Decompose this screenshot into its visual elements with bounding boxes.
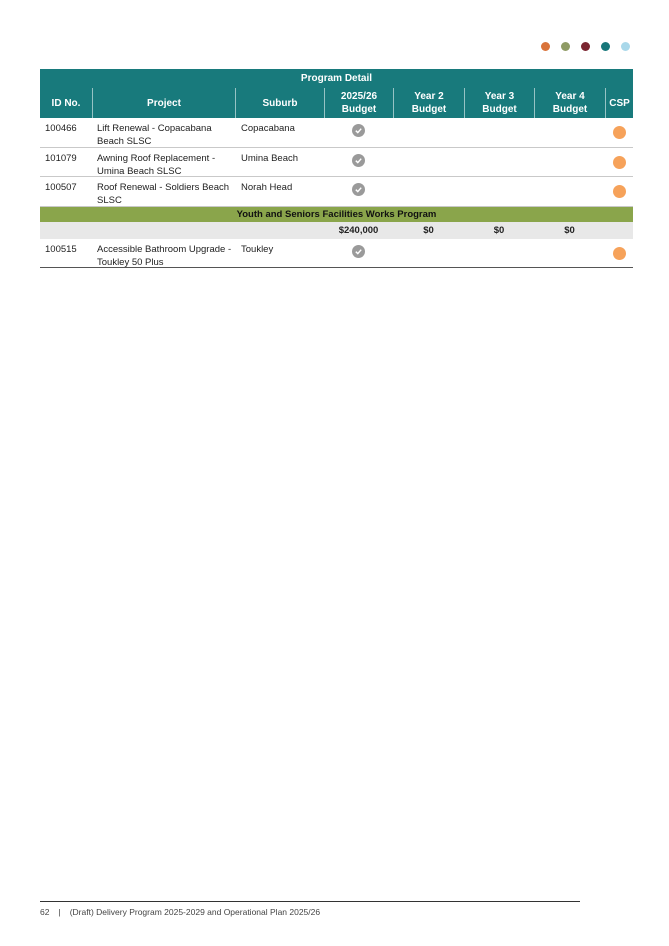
dot-light-blue — [621, 42, 630, 51]
col-header-text: Budget — [552, 104, 588, 115]
table-row — [40, 118, 633, 148]
row-project: Lift Renewal - Copacabana Beach SLSC — [97, 123, 212, 147]
row-id: 100466 — [45, 123, 77, 134]
orange-dot-icon — [613, 247, 626, 260]
page-footer — [40, 907, 320, 917]
orange-dot-icon — [613, 126, 626, 139]
check-icon — [352, 124, 365, 137]
row-id: 101079 — [45, 152, 77, 164]
row-project: Awning Roof Replacement - Umina Beach SLSC — [97, 152, 216, 177]
footer-separator: | — [58, 907, 61, 917]
table-row — [40, 239, 633, 269]
section-totals-row — [40, 222, 633, 239]
row-id: 100515 — [45, 243, 77, 255]
total-year4-budget: $0 — [564, 224, 575, 236]
page-number: 62 — [40, 907, 50, 917]
program-detail-table — [40, 69, 633, 268]
col-header-csp: CSP — [605, 88, 633, 118]
col-header-text: 2025/26 — [340, 91, 378, 102]
table-row — [40, 148, 633, 178]
total-year2-budget: $0 — [423, 224, 434, 236]
table-title: Program Detail — [40, 69, 633, 88]
section-title: Youth and Seniors Facilities Works Program — [40, 207, 633, 222]
row-suburb: Norah Head — [241, 182, 293, 193]
col-header-project: Project — [92, 88, 235, 118]
col-header-text: Year 4 — [555, 91, 585, 102]
col-header-suburb: Suburb — [235, 88, 324, 118]
check-icon — [352, 245, 365, 258]
col-header-year3-budget — [464, 88, 534, 118]
check-icon — [352, 154, 365, 167]
dot-olive — [561, 42, 570, 51]
orange-dot-icon — [613, 156, 626, 169]
orange-dot-icon — [613, 185, 626, 198]
col-header-text: Budget — [411, 104, 447, 115]
row-suburb: Umina Beach — [241, 152, 299, 164]
col-header-year2-budget — [393, 88, 464, 118]
footer-divider — [40, 901, 580, 902]
col-header-text: Budget — [341, 104, 377, 115]
col-header-text: Year 3 — [484, 91, 515, 102]
dot-teal — [601, 42, 610, 51]
col-header-text: Year 2 — [414, 91, 444, 102]
table-header-row — [40, 88, 633, 118]
row-id: 100507 — [45, 182, 77, 193]
total-year3-budget: $0 — [493, 224, 505, 236]
header-dots — [541, 42, 630, 52]
col-header-2025-26-budget — [324, 88, 393, 118]
check-icon — [352, 183, 365, 196]
dot-orange — [541, 42, 550, 51]
dot-maroon — [581, 42, 590, 51]
table-row — [40, 177, 633, 207]
row-suburb: Copacabana — [241, 123, 295, 134]
row-suburb: Toukley — [241, 243, 274, 255]
row-project: Roof Renewal - Soldiers Beach SLSC — [97, 182, 230, 206]
col-header-year4-budget — [534, 88, 605, 118]
document-title: (Draft) Delivery Program 2025-2029 and Operational Plan 2025/26 — [69, 907, 321, 917]
row-project: Accessible Bathroom Upgrade - Toukley 50 Plus — [97, 243, 232, 268]
col-header-id: ID No. — [51, 97, 81, 109]
col-header-text: Budget — [482, 104, 517, 115]
total-2025-26-budget: $240,000 — [338, 224, 379, 236]
